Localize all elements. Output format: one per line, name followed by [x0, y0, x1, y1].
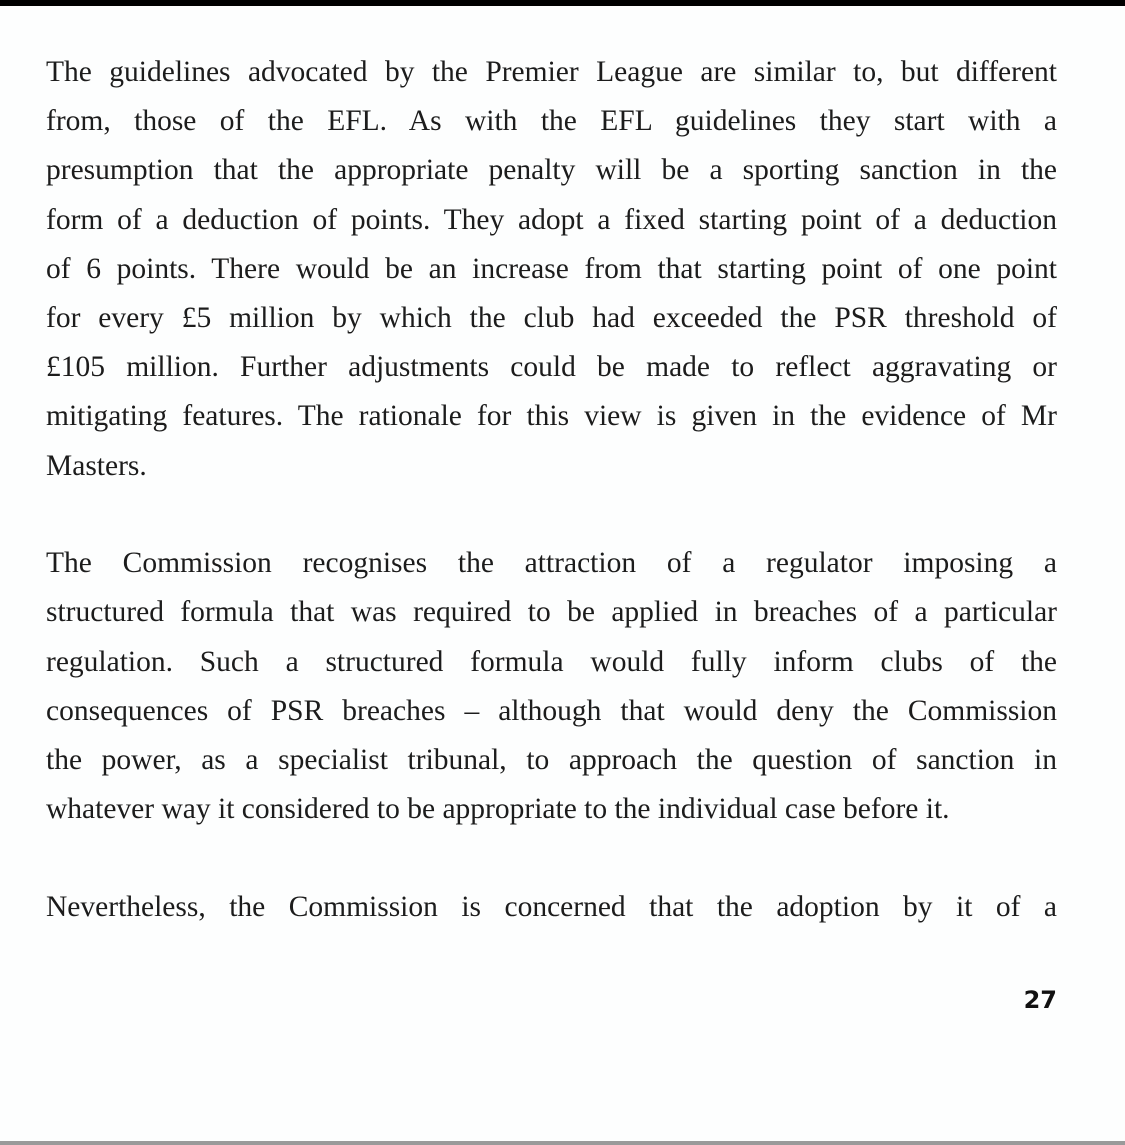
- text-line: Masters.: [46, 449, 147, 482]
- text-line: consequences of PSR breaches – although that would deny the Commission: [46, 694, 1057, 727]
- text-line: Nevertheless, the Commission is concerned that the adoption by it of a: [46, 890, 1057, 923]
- paragraph-structured-formula: [46, 539, 1057, 834]
- text-line: whatever way it considered to be appropriate to the individual case before it.: [46, 793, 950, 826]
- bottom-edge-rule: [0, 1141, 1125, 1145]
- text-line: The guidelines advocated by the Premier League are similar to, but different: [46, 56, 1057, 88]
- text-line: the power, as a specialist tribunal, to approach the question of sanction in: [46, 743, 1057, 776]
- top-edge-bar: [0, 0, 1125, 6]
- paragraph-premier-league-guidelines: [46, 48, 1057, 491]
- text-line: mitigating features. The rationale for this view is given in the evidence of Mr: [46, 400, 1057, 433]
- text-line: regulation. Such a structured formula would fully inform clubs of the: [46, 645, 1057, 678]
- page-number: 27: [1023, 986, 1057, 1014]
- paragraph-nevertheless: [46, 883, 1057, 932]
- text-line: The Commission recognises the attraction of a regulator imposing a: [46, 547, 1057, 580]
- text-line: of 6 points. There would be an increase from that starting point of one point: [46, 252, 1057, 285]
- text-line: £105 million. Further adjustments could be made to reflect aggravating or: [46, 351, 1057, 384]
- document-page: [46, 48, 1057, 932]
- text-line: for every £5 million by which the club had exceeded the PSR threshold of: [46, 301, 1057, 334]
- text-line: from, those of the EFL. As with the EFL guidelines they start with a: [46, 105, 1057, 138]
- text-line: presumption that the appropriate penalty will be a sporting sanction in the: [46, 154, 1057, 187]
- text-line: structured formula that was required to be applied in breaches of a particular: [46, 596, 1057, 629]
- text-line: form of a deduction of points. They adopt a fixed starting point of a deduction: [46, 203, 1057, 236]
